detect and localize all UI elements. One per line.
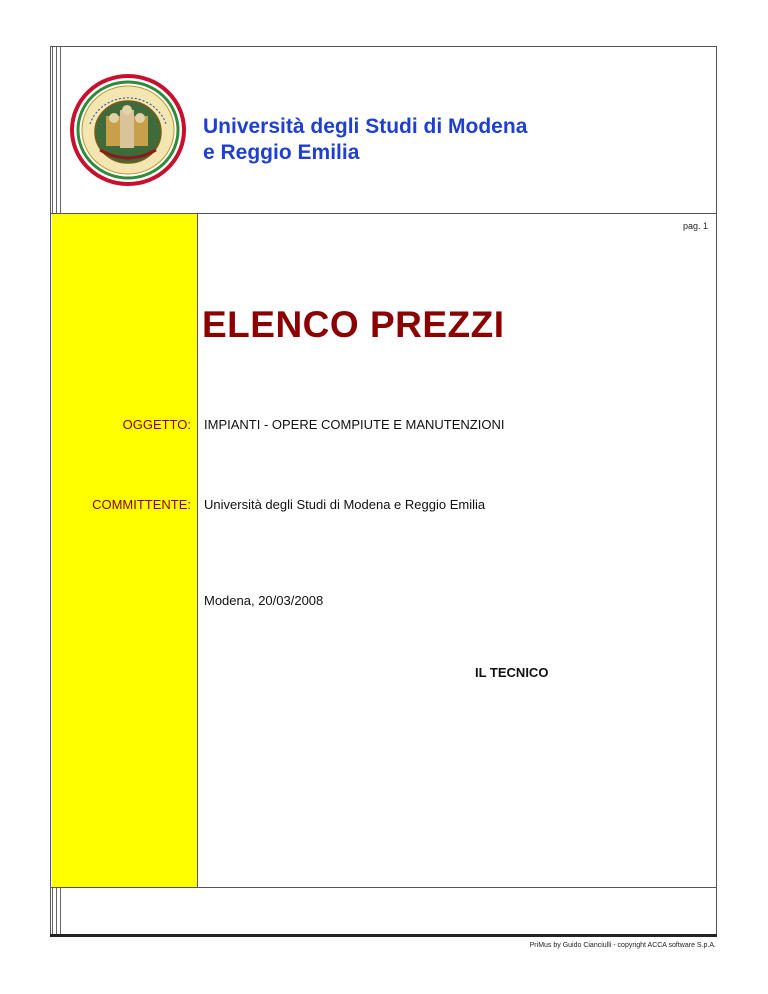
committente-value: Università degli Studi di Modena e Reggio Emilia [204,497,486,512]
oggetto-label: OGGETTO: [122,417,191,432]
place-date: Modena, 20/03/2008 [204,593,324,608]
frame-bottom-border [50,934,717,937]
university-name-line2: e Reggio Emilia [203,141,360,164]
committente-label: COMMITTENTE: [92,497,191,512]
university-name-line1: Università degli Studi di Modena [203,115,528,138]
university-seal-logo [70,74,186,186]
software-footer: PriMus by Guido Cianciulli - copyright ACCA software S.p.A. [529,942,716,949]
content-bottom-border [50,887,717,888]
document-title: ELENCO PREZZI [202,304,505,345]
oggetto-value: IMPIANTI - OPERE COMPIUTE E MANUTENZIONI [204,417,505,432]
label-sidebar [52,214,198,887]
university-name [203,114,527,166]
signature-label: IL TECNICO [475,665,549,680]
page-number: pag. 1 [682,221,708,231]
